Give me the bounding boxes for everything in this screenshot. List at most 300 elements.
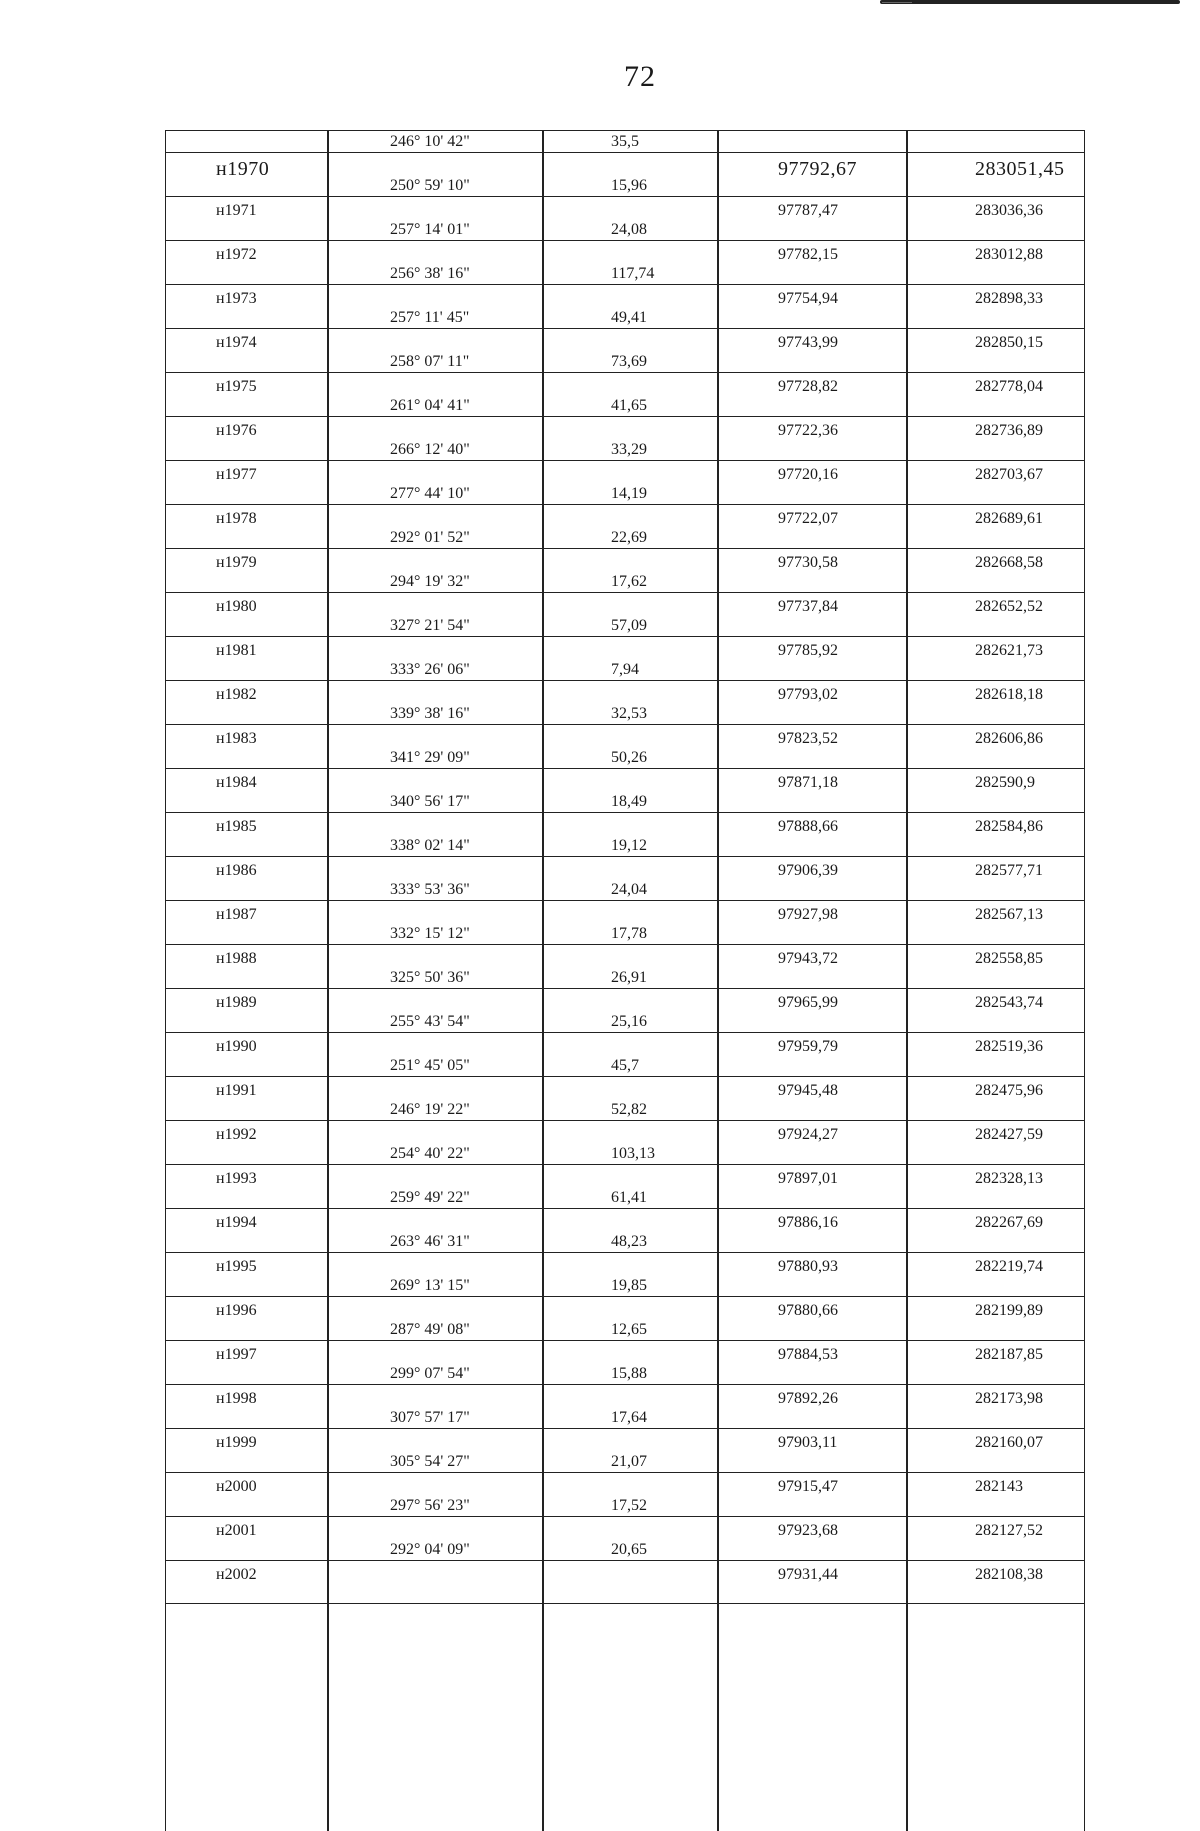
distance-value: 41,65 bbox=[611, 397, 647, 414]
table-row bbox=[166, 1472, 1084, 1516]
angle-value: 307° 57' 17" bbox=[390, 1409, 470, 1426]
x-coordinate: 97737,84 bbox=[778, 598, 838, 615]
x-coordinate: 97785,92 bbox=[778, 642, 838, 659]
y-coordinate: 282558,85 bbox=[975, 950, 1043, 967]
angle-cell bbox=[328, 373, 542, 416]
angle-value: 333° 53' 36" bbox=[390, 881, 470, 898]
y-coordinate: 282736,89 bbox=[975, 422, 1043, 439]
distance-value: 26,91 bbox=[611, 969, 647, 986]
angle-cell bbox=[328, 681, 542, 724]
angle-value: 287° 49' 08" bbox=[390, 1321, 470, 1338]
x-coordinate-cell bbox=[718, 989, 906, 1032]
point-id: н1994 bbox=[216, 1214, 257, 1231]
x-coordinate-cell bbox=[718, 1165, 906, 1208]
distance-value: 24,08 bbox=[611, 221, 647, 238]
distance-cell bbox=[543, 1473, 717, 1516]
angle-value: 266° 12' 40" bbox=[390, 441, 470, 458]
y-coordinate-cell bbox=[907, 1473, 1084, 1516]
distance-cell bbox=[543, 241, 717, 284]
x-coordinate-cell bbox=[718, 945, 906, 988]
distance-cell bbox=[543, 505, 717, 548]
distance-cell bbox=[543, 1385, 717, 1428]
table-row bbox=[166, 1560, 1084, 1604]
distance-cell bbox=[543, 1341, 717, 1384]
table-row bbox=[166, 1384, 1084, 1428]
angle-cell bbox=[328, 549, 542, 592]
table-row bbox=[166, 1208, 1084, 1252]
angle-cell bbox=[328, 857, 542, 900]
x-coordinate-cell bbox=[718, 1561, 906, 1603]
y-coordinate: 282898,33 bbox=[975, 290, 1043, 307]
y-coordinate-cell bbox=[907, 285, 1084, 328]
x-coordinate-cell bbox=[718, 1297, 906, 1340]
x-coordinate: 97871,18 bbox=[778, 774, 838, 791]
angle-value: 246° 10' 42" bbox=[390, 133, 470, 150]
y-coordinate-cell bbox=[907, 857, 1084, 900]
distance-cell bbox=[543, 197, 717, 240]
table-row bbox=[166, 416, 1084, 460]
distance-value: 33,29 bbox=[611, 441, 647, 458]
distance-cell bbox=[543, 329, 717, 372]
x-coordinate-cell bbox=[718, 285, 906, 328]
y-coordinate: 282567,13 bbox=[975, 906, 1043, 923]
point-cell bbox=[166, 1209, 327, 1252]
point-id: н1973 bbox=[216, 290, 257, 307]
distance-cell bbox=[543, 1077, 717, 1120]
angle-value: 257° 14' 01" bbox=[390, 221, 470, 238]
point-id: н1981 bbox=[216, 642, 257, 659]
angle-value: 292° 01' 52" bbox=[390, 529, 470, 546]
y-coordinate: 282108,38 bbox=[975, 1566, 1043, 1583]
point-cell bbox=[166, 681, 327, 724]
angle-cell bbox=[328, 945, 542, 988]
angle-value: 261° 04' 41" bbox=[390, 397, 470, 414]
distance-cell bbox=[543, 725, 717, 768]
point-cell bbox=[166, 1341, 327, 1384]
x-coordinate-cell bbox=[718, 1077, 906, 1120]
angle-cell bbox=[328, 1253, 542, 1296]
angle-cell bbox=[328, 637, 542, 680]
point-cell bbox=[166, 505, 327, 548]
angle-value: 339° 38' 16" bbox=[390, 705, 470, 722]
x-coordinate-cell bbox=[718, 1253, 906, 1296]
x-coordinate: 97782,15 bbox=[778, 246, 838, 263]
angle-value: 277° 44' 10" bbox=[390, 485, 470, 502]
point-cell bbox=[166, 1429, 327, 1472]
angle-cell bbox=[328, 1297, 542, 1340]
x-coordinate: 97880,93 bbox=[778, 1258, 838, 1275]
angle-cell bbox=[328, 1165, 542, 1208]
point-id: н1980 bbox=[216, 598, 257, 615]
distance-value: 17,78 bbox=[611, 925, 647, 942]
angle-value: 332° 15' 12" bbox=[390, 925, 470, 942]
y-coordinate: 282584,86 bbox=[975, 818, 1043, 835]
x-coordinate-cell bbox=[718, 1033, 906, 1076]
point-cell bbox=[166, 1517, 327, 1560]
y-coordinate: 282590,9 bbox=[975, 774, 1035, 791]
point-id: н1975 bbox=[216, 378, 257, 395]
point-cell bbox=[166, 769, 327, 812]
point-cell bbox=[166, 1121, 327, 1164]
table-row bbox=[166, 1076, 1084, 1120]
y-coordinate-cell bbox=[907, 1165, 1084, 1208]
x-coordinate: 97787,47 bbox=[778, 202, 838, 219]
y-coordinate: 282187,85 bbox=[975, 1346, 1043, 1363]
y-coordinate: 282606,86 bbox=[975, 730, 1043, 747]
point-cell bbox=[166, 1165, 327, 1208]
angle-value: 299° 07' 54" bbox=[390, 1365, 470, 1382]
x-coordinate-cell bbox=[718, 197, 906, 240]
table-row bbox=[166, 856, 1084, 900]
distance-value: 14,19 bbox=[611, 485, 647, 502]
x-coordinate: 97884,53 bbox=[778, 1346, 838, 1363]
point-id: н1984 bbox=[216, 774, 257, 791]
distance-cell bbox=[543, 1209, 717, 1252]
x-coordinate: 97892,26 bbox=[778, 1390, 838, 1407]
table-row bbox=[166, 1516, 1084, 1560]
distance-value: 22,69 bbox=[611, 529, 647, 546]
y-coordinate: 282328,13 bbox=[975, 1170, 1043, 1187]
x-coordinate: 97897,01 bbox=[778, 1170, 838, 1187]
y-coordinate-cell bbox=[907, 461, 1084, 504]
table-row bbox=[166, 680, 1084, 724]
angle-value: 257° 11' 45" bbox=[390, 309, 470, 326]
y-coordinate-cell bbox=[907, 989, 1084, 1032]
point-cell bbox=[166, 1473, 327, 1516]
point-id: н1970 bbox=[216, 158, 270, 180]
y-coordinate-cell bbox=[907, 1517, 1084, 1560]
point-cell bbox=[166, 637, 327, 680]
distance-value: 19,85 bbox=[611, 1277, 647, 1294]
x-coordinate-cell bbox=[718, 593, 906, 636]
y-coordinate: 282173,98 bbox=[975, 1390, 1043, 1407]
point-cell bbox=[166, 1253, 327, 1296]
x-coordinate: 97945,48 bbox=[778, 1082, 838, 1099]
x-coordinate-cell bbox=[718, 1429, 906, 1472]
point-id: н1997 bbox=[216, 1346, 257, 1363]
distance-value: 73,69 bbox=[611, 353, 647, 370]
angle-cell bbox=[328, 1033, 542, 1076]
x-coordinate: 97931,44 bbox=[778, 1566, 838, 1583]
table-row bbox=[166, 724, 1084, 768]
x-coordinate-cell bbox=[718, 1209, 906, 1252]
x-coordinate: 97792,67 bbox=[778, 158, 857, 180]
x-coordinate-cell bbox=[718, 769, 906, 812]
point-cell bbox=[166, 813, 327, 856]
x-coordinate-cell bbox=[718, 725, 906, 768]
point-id: н1985 bbox=[216, 818, 257, 835]
distance-value: 19,12 bbox=[611, 837, 647, 854]
angle-cell bbox=[328, 329, 542, 372]
y-coordinate: 282689,61 bbox=[975, 510, 1043, 527]
distance-value: 17,52 bbox=[611, 1497, 647, 1514]
distance-value: 50,26 bbox=[611, 749, 647, 766]
x-coordinate-cell bbox=[718, 461, 906, 504]
table-row bbox=[166, 240, 1084, 284]
x-coordinate-cell bbox=[718, 637, 906, 680]
y-coordinate-cell bbox=[907, 681, 1084, 724]
distance-cell bbox=[543, 1429, 717, 1472]
y-coordinate-cell bbox=[907, 329, 1084, 372]
angle-value: 259° 49' 22" bbox=[390, 1189, 470, 1206]
distance-cell bbox=[543, 1121, 717, 1164]
y-coordinate: 282219,74 bbox=[975, 1258, 1043, 1275]
table-row bbox=[166, 1296, 1084, 1340]
y-coordinate: 283036,36 bbox=[975, 202, 1043, 219]
distance-value: 15,88 bbox=[611, 1365, 647, 1382]
point-id: н1974 bbox=[216, 334, 257, 351]
point-id: н1982 bbox=[216, 686, 257, 703]
table-row bbox=[166, 196, 1084, 240]
distance-cell bbox=[543, 989, 717, 1032]
distance-cell bbox=[543, 1165, 717, 1208]
x-coordinate-cell bbox=[718, 1121, 906, 1164]
angle-cell bbox=[328, 1121, 542, 1164]
angle-cell bbox=[328, 1341, 542, 1384]
y-coordinate: 282519,36 bbox=[975, 1038, 1043, 1055]
y-coordinate-cell bbox=[907, 1341, 1084, 1384]
angle-cell bbox=[328, 461, 542, 504]
y-coordinate: 282618,18 bbox=[975, 686, 1043, 703]
y-coordinate-cell bbox=[907, 1033, 1084, 1076]
point-id: н1972 bbox=[216, 246, 257, 263]
x-coordinate-cell bbox=[718, 153, 906, 196]
point-cell bbox=[166, 989, 327, 1032]
table-row bbox=[166, 460, 1084, 504]
y-coordinate-cell bbox=[907, 1561, 1084, 1603]
point-cell bbox=[166, 1561, 327, 1603]
angle-cell bbox=[328, 1209, 542, 1252]
angle-cell bbox=[328, 593, 542, 636]
y-coordinate: 282652,52 bbox=[975, 598, 1043, 615]
table-row bbox=[166, 812, 1084, 856]
y-coordinate-cell bbox=[907, 1121, 1084, 1164]
point-cell bbox=[166, 1385, 327, 1428]
table-row bbox=[166, 328, 1084, 372]
angle-cell bbox=[328, 901, 542, 944]
angle-cell bbox=[328, 197, 542, 240]
point-id: н2002 bbox=[216, 1566, 257, 1583]
distance-cell bbox=[543, 637, 717, 680]
angle-cell bbox=[328, 505, 542, 548]
distance-cell bbox=[543, 549, 717, 592]
angle-value: 255° 43' 54" bbox=[390, 1013, 470, 1030]
point-cell bbox=[166, 593, 327, 636]
angle-value: 254° 40' 22" bbox=[390, 1145, 470, 1162]
y-coordinate: 283051,45 bbox=[975, 158, 1065, 180]
x-coordinate-cell bbox=[718, 901, 906, 944]
point-id: н1996 bbox=[216, 1302, 257, 1319]
distance-cell bbox=[543, 373, 717, 416]
table-row bbox=[166, 900, 1084, 944]
x-coordinate: 97793,02 bbox=[778, 686, 838, 703]
x-coordinate: 97880,66 bbox=[778, 1302, 838, 1319]
angle-value: 251° 45' 05" bbox=[390, 1057, 470, 1074]
point-cell bbox=[166, 549, 327, 592]
angle-cell bbox=[328, 1517, 542, 1560]
angle-cell bbox=[328, 769, 542, 812]
point-id: н1976 bbox=[216, 422, 257, 439]
top-edge-rule-thin bbox=[882, 2, 912, 3]
distance-value: 17,64 bbox=[611, 1409, 647, 1426]
angle-cell bbox=[328, 813, 542, 856]
y-coordinate-cell bbox=[907, 549, 1084, 592]
x-coordinate: 97923,68 bbox=[778, 1522, 838, 1539]
point-id: н1986 bbox=[216, 862, 257, 879]
point-id: н1978 bbox=[216, 510, 257, 527]
distance-cell bbox=[543, 1561, 717, 1603]
x-coordinate: 97886,16 bbox=[778, 1214, 838, 1231]
y-coordinate-cell bbox=[907, 505, 1084, 548]
x-coordinate-cell bbox=[718, 417, 906, 460]
y-coordinate: 282543,74 bbox=[975, 994, 1043, 1011]
table-row-first-segment bbox=[166, 130, 1084, 152]
table-row bbox=[166, 284, 1084, 328]
point-id: н1988 bbox=[216, 950, 257, 967]
point-id: н1971 bbox=[216, 202, 257, 219]
angle-cell bbox=[328, 131, 542, 152]
x-coordinate-cell bbox=[718, 505, 906, 548]
point-cell bbox=[166, 285, 327, 328]
y-coordinate-cell bbox=[907, 1429, 1084, 1472]
distance-value: 52,82 bbox=[611, 1101, 647, 1118]
x-coordinate-cell bbox=[718, 857, 906, 900]
distance-value: 32,53 bbox=[611, 705, 647, 722]
x-coordinate: 97965,99 bbox=[778, 994, 838, 1011]
y-coordinate: 283012,88 bbox=[975, 246, 1043, 263]
angle-value: 258° 07' 11" bbox=[390, 353, 470, 370]
point-id: н2000 bbox=[216, 1478, 257, 1495]
distance-cell bbox=[543, 131, 717, 152]
distance-cell bbox=[543, 945, 717, 988]
y-coordinate-cell bbox=[907, 197, 1084, 240]
point-cell bbox=[166, 1033, 327, 1076]
angle-value: 338° 02' 14" bbox=[390, 837, 470, 854]
angle-cell bbox=[328, 417, 542, 460]
point-cell bbox=[166, 857, 327, 900]
y-coordinate: 282199,89 bbox=[975, 1302, 1043, 1319]
point-cell bbox=[166, 945, 327, 988]
x-coordinate: 97730,58 bbox=[778, 554, 838, 571]
distance-value: 12,65 bbox=[611, 1321, 647, 1338]
angle-cell bbox=[328, 989, 542, 1032]
table-row bbox=[166, 548, 1084, 592]
distance-cell bbox=[543, 417, 717, 460]
y-coordinate: 282577,71 bbox=[975, 862, 1043, 879]
point-cell bbox=[166, 725, 327, 768]
table-row bbox=[166, 1164, 1084, 1208]
distance-value: 15,96 bbox=[611, 177, 647, 194]
distance-cell bbox=[543, 681, 717, 724]
point-id: н1979 bbox=[216, 554, 257, 571]
y-coordinate: 282143 bbox=[975, 1478, 1023, 1495]
table-row bbox=[166, 1428, 1084, 1472]
point-id: н1977 bbox=[216, 466, 257, 483]
angle-cell bbox=[328, 725, 542, 768]
y-coordinate-cell bbox=[907, 1385, 1084, 1428]
x-coordinate: 97943,72 bbox=[778, 950, 838, 967]
y-coordinate-cell bbox=[907, 417, 1084, 460]
x-coordinate-cell bbox=[718, 549, 906, 592]
point-id: н1983 bbox=[216, 730, 257, 747]
point-id: н1987 bbox=[216, 906, 257, 923]
x-coordinate: 97927,98 bbox=[778, 906, 838, 923]
table-row bbox=[166, 592, 1084, 636]
y-coordinate: 282668,58 bbox=[975, 554, 1043, 571]
angle-value: 269° 13' 15" bbox=[390, 1277, 470, 1294]
y-coordinate-cell bbox=[907, 813, 1084, 856]
distance-value: 7,94 bbox=[611, 661, 639, 678]
point-cell bbox=[166, 461, 327, 504]
point-id: н1998 bbox=[216, 1390, 257, 1407]
point-cell bbox=[166, 1297, 327, 1340]
distance-value: 61,41 bbox=[611, 1189, 647, 1206]
distance-value: 20,65 bbox=[611, 1541, 647, 1558]
table-row bbox=[166, 768, 1084, 812]
distance-value: 17,62 bbox=[611, 573, 647, 590]
y-coordinate-cell bbox=[907, 153, 1084, 196]
x-coordinate: 97720,16 bbox=[778, 466, 838, 483]
angle-value: 246° 19' 22" bbox=[390, 1101, 470, 1118]
distance-cell bbox=[543, 1253, 717, 1296]
x-coordinate: 97754,94 bbox=[778, 290, 838, 307]
y-coordinate: 282778,04 bbox=[975, 378, 1043, 395]
angle-cell bbox=[328, 285, 542, 328]
point-id: н2001 bbox=[216, 1522, 257, 1539]
distance-value: 103,13 bbox=[611, 1145, 655, 1162]
x-coordinate: 97823,52 bbox=[778, 730, 838, 747]
y-coordinate-cell bbox=[907, 769, 1084, 812]
table-row bbox=[166, 1032, 1084, 1076]
angle-cell bbox=[328, 1561, 542, 1603]
point-cell bbox=[166, 197, 327, 240]
x-coordinate-cell bbox=[718, 1341, 906, 1384]
y-coordinate-cell bbox=[907, 593, 1084, 636]
point-cell bbox=[166, 901, 327, 944]
distance-cell bbox=[543, 461, 717, 504]
y-coordinate-cell bbox=[907, 1297, 1084, 1340]
page-number: 72 bbox=[624, 60, 656, 93]
angle-value: 263° 46' 31" bbox=[390, 1233, 470, 1250]
x-coordinate: 97906,39 bbox=[778, 862, 838, 879]
x-coordinate-cell bbox=[718, 813, 906, 856]
point-cell bbox=[166, 241, 327, 284]
point-id: н1999 bbox=[216, 1434, 257, 1451]
distance-value: 35,5 bbox=[611, 133, 639, 150]
x-coordinate: 97903,11 bbox=[778, 1434, 838, 1451]
table-row bbox=[166, 372, 1084, 416]
distance-value: 57,09 bbox=[611, 617, 647, 634]
angle-value: 325° 50' 36" bbox=[390, 969, 470, 986]
x-coordinate: 97959,79 bbox=[778, 1038, 838, 1055]
table-row bbox=[166, 988, 1084, 1032]
distance-value: 48,23 bbox=[611, 1233, 647, 1250]
distance-cell bbox=[543, 1297, 717, 1340]
table-row bbox=[166, 1252, 1084, 1296]
coordinates-table bbox=[165, 130, 1085, 1831]
x-coordinate: 97722,07 bbox=[778, 510, 838, 527]
angle-cell bbox=[328, 1473, 542, 1516]
y-coordinate: 282703,67 bbox=[975, 466, 1043, 483]
y-coordinate-cell bbox=[907, 725, 1084, 768]
y-coordinate-cell bbox=[907, 901, 1084, 944]
y-coordinate-cell bbox=[907, 637, 1084, 680]
x-coordinate-cell bbox=[718, 681, 906, 724]
x-coordinate: 97728,82 bbox=[778, 378, 838, 395]
x-coordinate: 97722,36 bbox=[778, 422, 838, 439]
distance-value: 24,04 bbox=[611, 881, 647, 898]
point-cell bbox=[166, 373, 327, 416]
